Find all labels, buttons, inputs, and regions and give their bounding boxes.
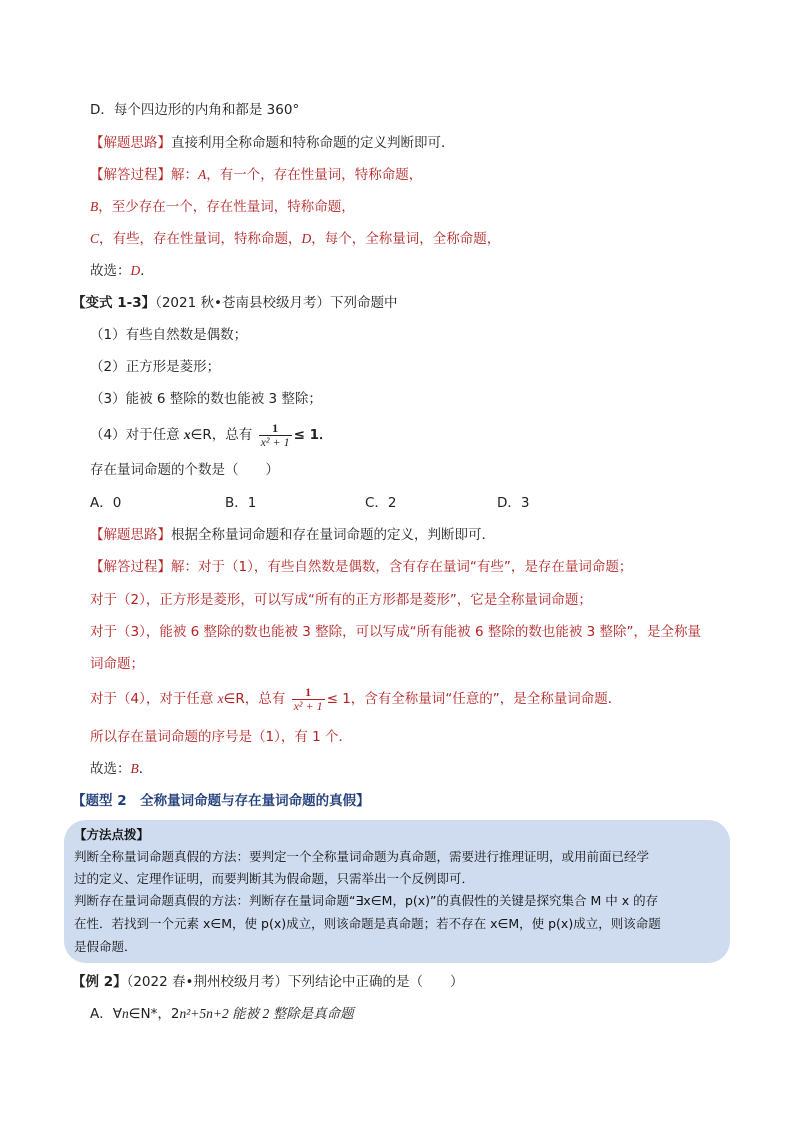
text: 故选：	[90, 761, 131, 777]
option-b: B．1	[225, 495, 257, 511]
fraction	[259, 422, 292, 449]
solution-process-1-line3	[90, 229, 500, 249]
option-d2: D．3	[497, 495, 530, 511]
text: ≤ 1．	[293, 427, 333, 443]
text: ，有些，存在性量词，特称命题，	[99, 231, 302, 247]
text: ∈R，总有	[190, 427, 253, 443]
numerator: 1	[305, 684, 312, 699]
text: 故选：	[90, 263, 131, 279]
label: 【例 2】	[72, 974, 127, 990]
solution-process-1-line2	[90, 197, 355, 217]
text: ∈R，总有	[223, 691, 286, 707]
text: ，每个，全称量词，全称命题，	[311, 231, 501, 247]
variant-heading	[72, 293, 397, 313]
answer: B	[130, 761, 139, 776]
var: x	[217, 691, 224, 706]
answer-2	[90, 759, 152, 779]
label: 【解题思路】	[90, 135, 171, 151]
question: 存在量词命题的个数是（ ）	[90, 462, 279, 478]
option-c: C．2	[365, 495, 397, 511]
item-3: （3）能被 6 整除的数也能被 3 整除；	[90, 391, 322, 407]
solution-process-2-line3: 对于（3），能被 6 整除的数也能被 3 整除，可以写成“所有能被 6 整除的数也能被 3 整除”，是全称量	[90, 624, 702, 640]
var: x	[183, 427, 191, 442]
option-a: A．0	[90, 495, 122, 511]
text: ∈N*，2	[128, 1006, 180, 1022]
option-d: D．每个四边形的内角和都是 360°	[90, 102, 300, 118]
solution-process-2-line2: 对于（2），正方形是菱形，可以写成“所有的正方形都是菱形”，它是全称量词命题；	[90, 592, 592, 608]
text: 解：	[171, 167, 198, 183]
method-line-1: 判断全称量词命题真假的方法：要判定一个全称量词命题为真命题，需要进行推理证明，或用前面已经学	[74, 849, 650, 864]
text: ，有一个，存在性量词，特称命题，	[206, 167, 423, 183]
text: ≤ 1，含有全称量词“任意的”，是全称量词命题．	[326, 691, 622, 707]
denominator: x² + 1	[293, 698, 323, 713]
solution-process-2-line5	[90, 682, 621, 716]
denominator: x² + 1	[260, 434, 290, 449]
label: 【解答过程】	[90, 167, 171, 183]
text: ，至少存在一个，存在性量词，特称命题，	[98, 199, 355, 215]
solution-process-2	[90, 557, 632, 577]
label: 【变式 1-3】	[72, 295, 156, 311]
solution-idea-2	[90, 525, 495, 545]
label: 【解题思路】	[90, 527, 171, 543]
text: 根据全称量词命题和存在量词命题的定义，判断即可．	[171, 527, 495, 543]
var: n	[121, 1006, 129, 1021]
text: 对于（4），对于任意	[90, 691, 218, 707]
method-line-3: 判断存在量词命题真假的方法：判断存在量词命题“∃x∈M，p(x)”的真假性的关键是探究集合 M 中 x 的存	[74, 893, 659, 908]
fraction	[292, 686, 325, 713]
method-line-4: 在性．若找到一个元素 x∈M，使 p(x)成立，则该命题是真命题；若不存在 x∈M，使 p(x)成立，则该命题	[74, 916, 661, 931]
text: A．∀	[90, 1006, 122, 1022]
answer: D	[130, 263, 141, 278]
text: ．	[140, 263, 154, 279]
numerator: 1	[272, 420, 279, 435]
answer-1	[90, 261, 154, 281]
text: 解：对于（1），有些自然数是偶数，含有存在量词“有些”，是存在量词命题；	[171, 559, 633, 575]
method-line-5: 是假命题．	[74, 939, 137, 954]
item-2: （2）正方形是菱形；	[90, 359, 221, 375]
solution-process-2-line6: 所以存在量词命题的序号是（1），有 1 个．	[90, 729, 353, 745]
method-title: 【方法点拨】	[74, 827, 150, 842]
example-2-option-a	[90, 1004, 354, 1024]
solution-idea-1	[90, 133, 455, 153]
text: （4）对于任意	[90, 427, 184, 443]
example-2-heading	[72, 972, 463, 992]
var: B	[90, 199, 99, 214]
text: 直接利用全称命题和特称命题的定义判断即可．	[171, 135, 455, 151]
method-tip-box	[64, 820, 730, 963]
label: 【解答过程】	[90, 559, 171, 575]
text: ．	[138, 761, 153, 777]
var: D	[301, 231, 312, 246]
solution-process-2-line4: 词命题；	[90, 656, 144, 672]
type2-heading: 【题型 2 全称量词命题与存在量词命题的真假】	[72, 793, 370, 809]
solution-process-1	[90, 165, 422, 185]
text: n²+5n+2 能被 2 整除是真命题	[179, 1006, 354, 1021]
item-1: （1）有些自然数是偶数；	[90, 327, 248, 343]
method-line-2: 过的定义、定理作证明，而要判断其为假命题，只需举出一个反例即可．	[74, 871, 475, 886]
text: （2021 秋•苍南县校级月考）下列命题中	[155, 295, 398, 311]
text: （2022 春•荆州校级月考）下列结论中正确的是（ ）	[126, 974, 464, 990]
var: C	[90, 231, 100, 246]
var: A	[198, 167, 207, 182]
item-4	[90, 418, 333, 452]
